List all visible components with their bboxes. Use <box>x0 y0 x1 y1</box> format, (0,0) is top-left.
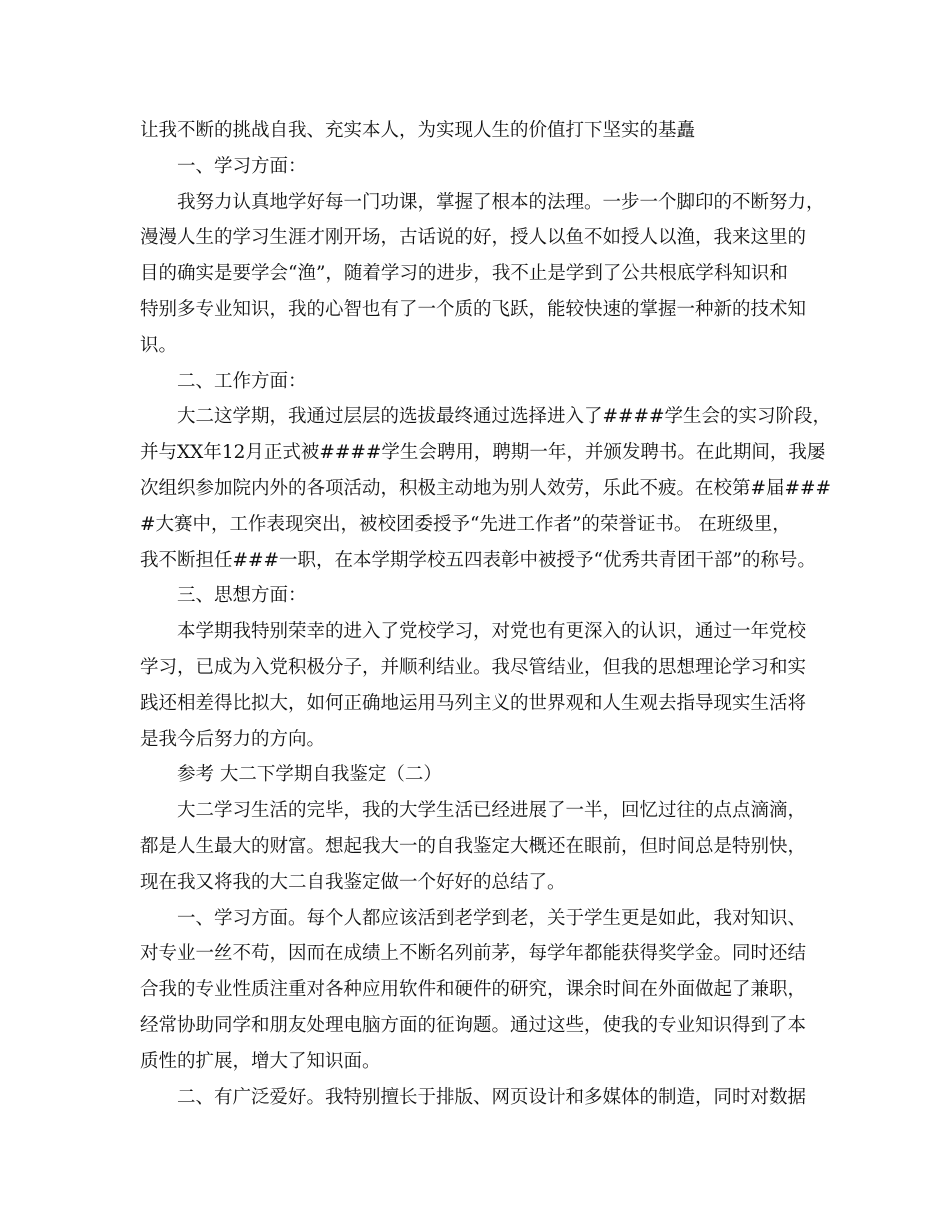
text-line: 学习，已成为入党积极分子，并顺利结业。我尽管结业，但我的思想理论学习和实 <box>140 656 807 678</box>
document-body <box>140 113 832 1115</box>
text-line: 并与XX年12月正式被####学生会聘用，聘期一年，并颁发聘书。在此期间，我屡 <box>140 442 826 464</box>
text-line: 本学期我特别荣幸的进入了党校学习，对党也有更深入的认识，通过一年党校 <box>177 621 807 643</box>
text-line: 对专业一丝不苟，因而在成绩上不断名列前茅，每学年都能获得奖学金。同时还结 <box>140 943 807 965</box>
text-line: 一、学习方面。每个人都应该活到老学到老，关于学生更是如此，我对知识、 <box>177 907 807 929</box>
text-line: 现在我又将我的大二自我鉴定做一个好好的总结了。 <box>140 871 566 893</box>
text-line: 质性的扩展，增大了知识面。 <box>140 1050 381 1072</box>
text-line: 是我今后努力的方向。 <box>140 728 326 750</box>
text-line: 都是人生最大的财富。想起我大一的自我鉴定大概还在眼前，但时间总是特别快， <box>140 835 807 857</box>
text-line: 次组织参加院内外的各项活动，积极主动地为别人效劳，乐此不疲。在校第#届### <box>140 477 832 499</box>
text-line: 参考 大二下学期自我鉴定（二） <box>177 764 442 786</box>
text-line: 一、学习方面： <box>177 155 307 177</box>
text-line: 经常协助同学和朋友处理电脑方面的征询题。通过这些，使我的专业知识得到了本 <box>140 1014 807 1036</box>
text-line: 我努力认真地学好每一门功课，掌握了根本的法理。一步一个脚印的不断努力， <box>177 191 825 213</box>
text-line: 大二学习生活的完毕，我的大学生活已经进展了一半，回忆过往的点点滴滴， <box>177 800 807 822</box>
text-line: 大二这学期，我通过层层的选拔最终通过选择进入了####学生会的实习阶段， <box>177 406 832 428</box>
text-line: 让我不断的挑战自我、充实本人，为实现人生的价值打下坚实的基矗 <box>140 120 696 141</box>
text-line: 漫漫人生的学习生涯才刚开场，古话说的好，授人以鱼不如授人以渔，我来这里的 <box>140 227 807 249</box>
text-line: 三、思想方面： <box>177 585 307 607</box>
text-line: 二、有广泛爱好。我特别擅长于排版、网页设计和多媒体的制造，同时对数据 <box>177 1086 807 1108</box>
text-line: #大赛中，工作表现突出，被校团委授予“先进工作者”的荣誉证书。 在班级里， <box>140 513 791 535</box>
text-line: 识。 <box>140 334 178 356</box>
text-line: 合我的专业性质注重对各种应用软件和硬件的研究，课余时间在外面做起了兼职， <box>140 979 807 1001</box>
text-line: 目的确实是要学会“渔”，随着学习的进步，我不止是学到了公共根底学科知识和 <box>140 263 788 285</box>
text-line: 特别多专业知识，我的心智也有了一个质的飞跃，能较快速的掌握一种新的技术知 <box>140 298 807 320</box>
text-line: 我不断担任###一职，在本学期学校五四表彰中被授予“优秀共青团干部”的称号。 <box>140 549 816 571</box>
text-line: 二、工作方面： <box>177 370 307 392</box>
text-line: 践还相差得比拟大，如何正确地运用马列主义的世界观和人生观去指导现实生活将 <box>140 692 807 714</box>
